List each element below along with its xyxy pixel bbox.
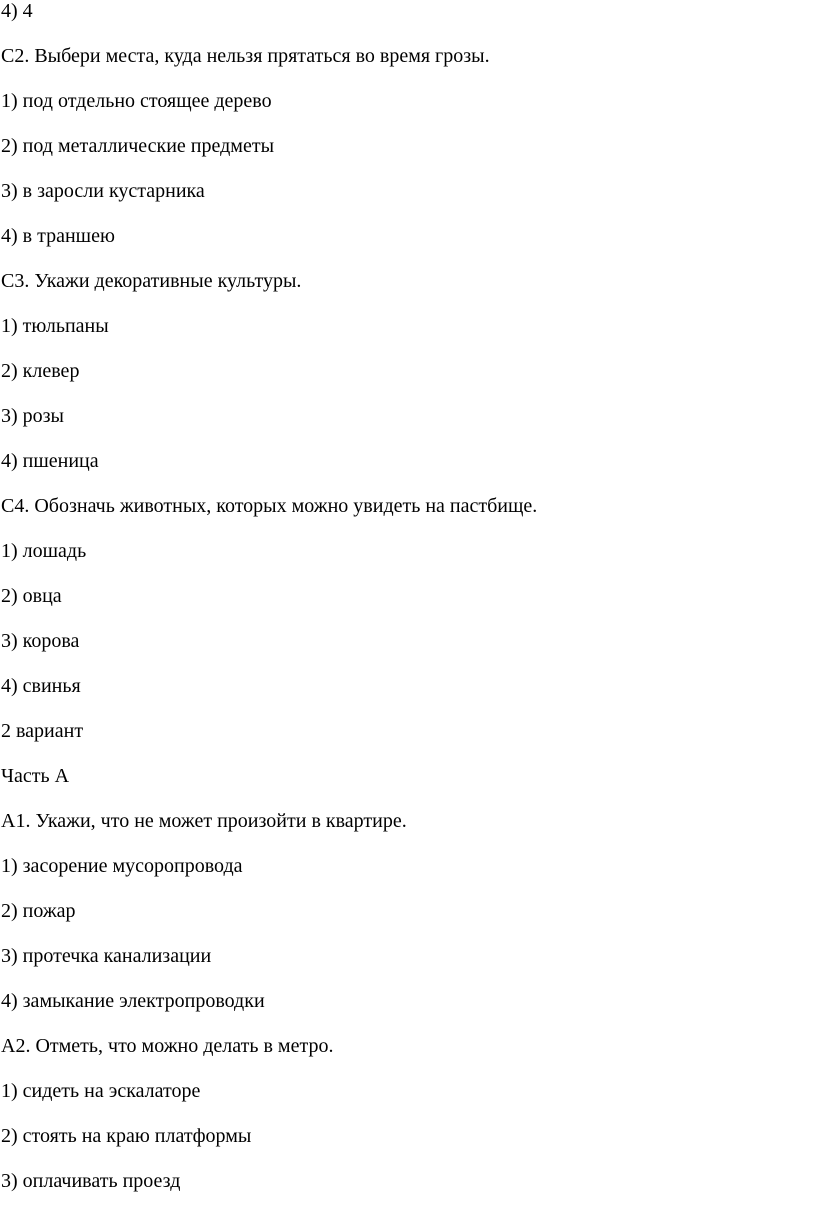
answer-option-line: 2) пожар [1,900,76,922]
question-c4-heading: С4. Обозначь животных, которых можно увидеть на пастбище. [1,495,538,517]
answer-option-line: 4) в траншею [1,225,115,247]
answer-option-line: 4) замыкание электропроводки [1,990,265,1012]
answer-option-line: 3) в заросли кустарника [1,180,205,202]
answer-option-line: 4) пшеница [1,450,99,472]
answer-option-line: 2) под металлические предметы [1,135,275,157]
variant-heading: 2 вариант [1,720,84,742]
answer-option-line: 4) свинья [1,675,81,697]
question-a2-heading: А2. Отметь, что можно делать в метро. [1,1035,334,1057]
answer-option-line: 2) стоять на краю платформы [1,1125,252,1147]
answer-option-line: 1) тюльпаны [1,315,109,337]
answer-option-line: 3) протечка канализации [1,945,212,967]
answer-option-line: 3) розы [1,405,64,427]
answer-option-line: 1) под отдельно стоящее дерево [1,90,272,112]
answer-option-line: 4) 4 [1,0,33,22]
answer-option-line: 1) засорение мусоропровода [1,855,243,877]
answer-option-line: 3) оплачивать проезд [1,1170,181,1192]
question-c3-heading: С3. Укажи декоративные культуры. [1,270,302,292]
question-a1-heading: А1. Укажи, что не может произойти в квартире. [1,810,407,832]
question-c2-heading: С2. Выбери места, куда нельзя прятаться во время грозы. [1,45,490,67]
answer-option-line: 3) корова [1,630,80,652]
answer-option-line: 2) клевер [1,360,80,382]
part-heading: Часть А [1,765,70,787]
answer-option-line: 1) лошадь [1,540,87,562]
answer-option-line: 2) овца [1,585,62,607]
answer-option-line: 1) сидеть на эскалаторе [1,1080,201,1102]
